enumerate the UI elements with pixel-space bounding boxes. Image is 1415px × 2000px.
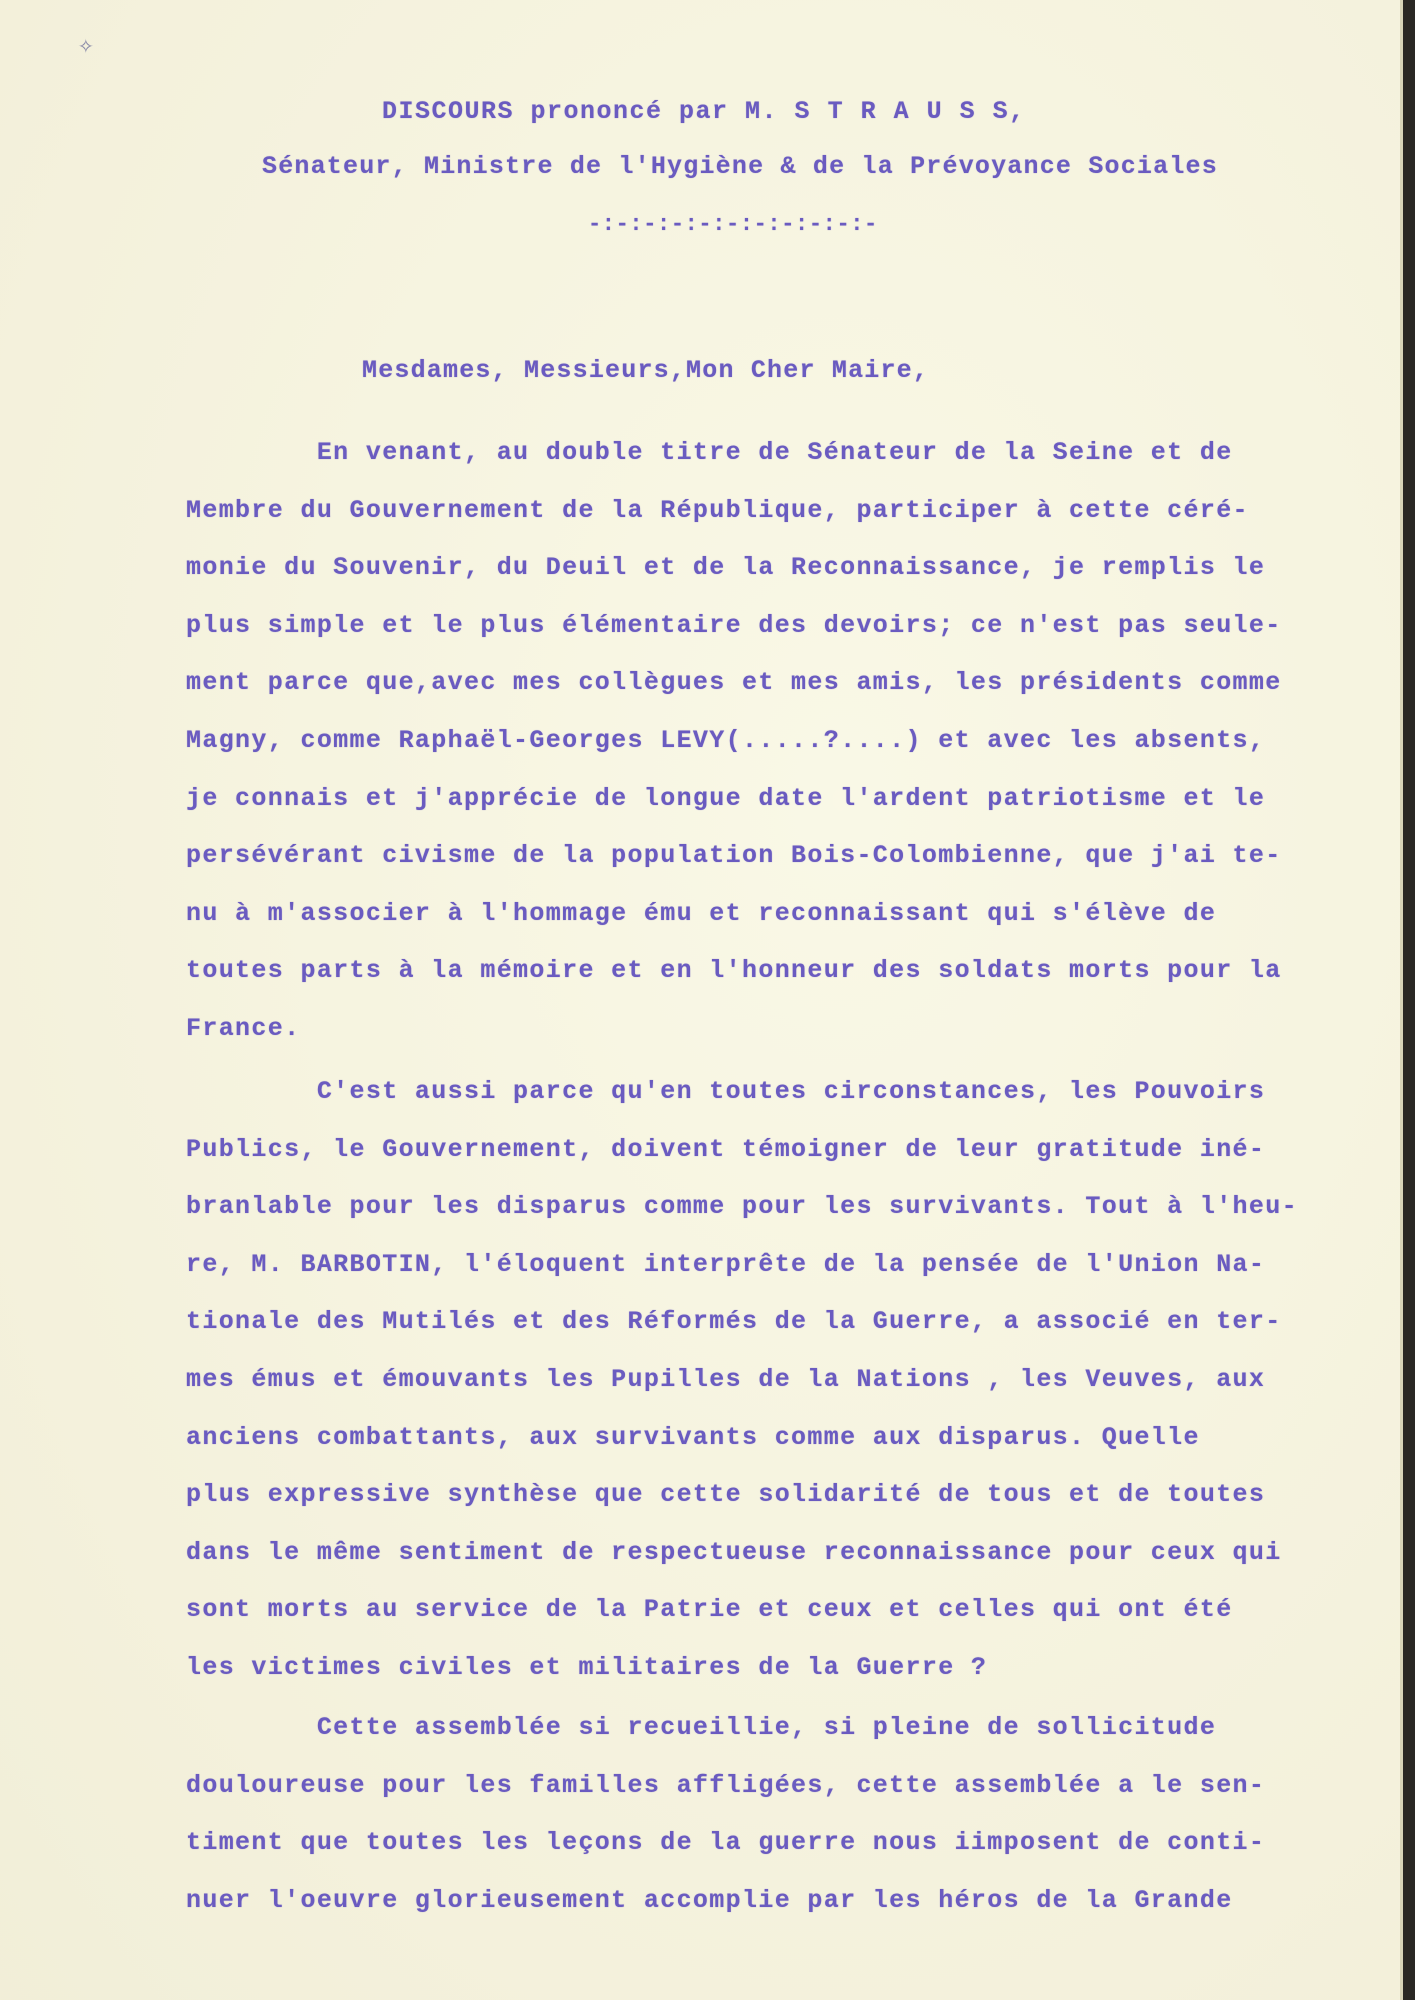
paragraph-2 bbox=[186, 1063, 1356, 1697]
text-line: monie du Souvenir, du Deuil et de la Reconnaissance, je remplis le bbox=[186, 553, 1266, 583]
text-line: plus expressive synthèse que cette solidarité de tous et de toutes bbox=[186, 1480, 1266, 1510]
text-line: branlable pour les disparus comme pour les survivants. Tout à l'heu- bbox=[186, 1192, 1298, 1222]
text-line: Cette assemblée si recueillie, si pleine de sollicitude bbox=[186, 1713, 1217, 1742]
text-line: En venant, au double titre de Sénateur de la Seine et de bbox=[186, 438, 1233, 467]
text-line: Membre du Gouvernement de la République, participer à cette céré- bbox=[186, 495, 1249, 525]
text-line: nu à m'associer à l'hommage ému et reconnaissant qui s'élève de bbox=[186, 898, 1217, 928]
text-line: C'est aussi parce qu'en toutes circonstances, les Pouvoirs bbox=[186, 1077, 1266, 1106]
text-line: je connais et j'apprécie de longue date l'ardent patriotisme et le bbox=[186, 783, 1266, 813]
text-line: mes émus et émouvants les Pupilles de la Nations , les Veuves, aux bbox=[186, 1364, 1266, 1394]
paragraph-1 bbox=[186, 424, 1356, 1058]
speaker-position: Sénateur, Ministre de l'Hygiène & de la Prévoyance Sociales bbox=[262, 152, 1218, 181]
stray-pen-mark: ✧ bbox=[78, 31, 94, 61]
title-divider: -:-:-:-:-:-:-:-:-:-:- bbox=[588, 212, 878, 237]
text-line: Magny, comme Raphaël-Georges LEVY(.....?....) et avec les absents, bbox=[186, 725, 1266, 755]
text-line: persévérant civisme de la population Bois-Colombienne, que j'ai te- bbox=[186, 841, 1282, 871]
text-line: re, M. BARBOTIN, l'éloquent interprête de la pensée de l'Union Na- bbox=[186, 1249, 1266, 1279]
text-line: Publics, le Gouvernement, doivent témoigner de leur gratitude iné- bbox=[186, 1134, 1266, 1164]
text-line: timent que toutes les leçons de la guerre nous iimposent de conti- bbox=[186, 1828, 1266, 1858]
text-line: ment parce que,avec mes collègues et mes amis, les présidents comme bbox=[186, 668, 1282, 698]
text-line: toutes parts à la mémoire et en l'honneur des soldats morts pour la bbox=[186, 956, 1282, 986]
text-line: douloureuse pour les familles affligées, cette assemblée a le sen- bbox=[186, 1770, 1266, 1800]
text-line: nuer l'oeuvre glorieusement accomplie par les héros de la Grande bbox=[186, 1885, 1233, 1915]
text-line: sont morts au service de la Patrie et ceux et celles qui ont été bbox=[186, 1595, 1233, 1625]
paragraph-3 bbox=[186, 1699, 1356, 1929]
text-line: plus simple et le plus élémentaire des devoirs; ce n'est pas seule- bbox=[186, 610, 1282, 640]
text-line: les victimes civiles et militaires de la Guerre ? bbox=[186, 1652, 988, 1682]
scan-edge-shadow bbox=[1403, 0, 1415, 2000]
text-line: dans le même sentiment de respectueuse reconnaissance pour ceux qui bbox=[186, 1537, 1282, 1567]
text-line: tionale des Mutilés et des Réformés de la Guerre, a associé en ter- bbox=[186, 1307, 1282, 1337]
speech-title: DISCOURS prononcé par M. S T R A U S S, bbox=[382, 97, 1026, 126]
text-line: France. bbox=[186, 1013, 301, 1043]
salutation: Mesdames, Messieurs,Mon Cher Maire, bbox=[362, 356, 930, 385]
text-line: anciens combattants, aux survivants comme aux disparus. Quelle bbox=[186, 1422, 1200, 1452]
